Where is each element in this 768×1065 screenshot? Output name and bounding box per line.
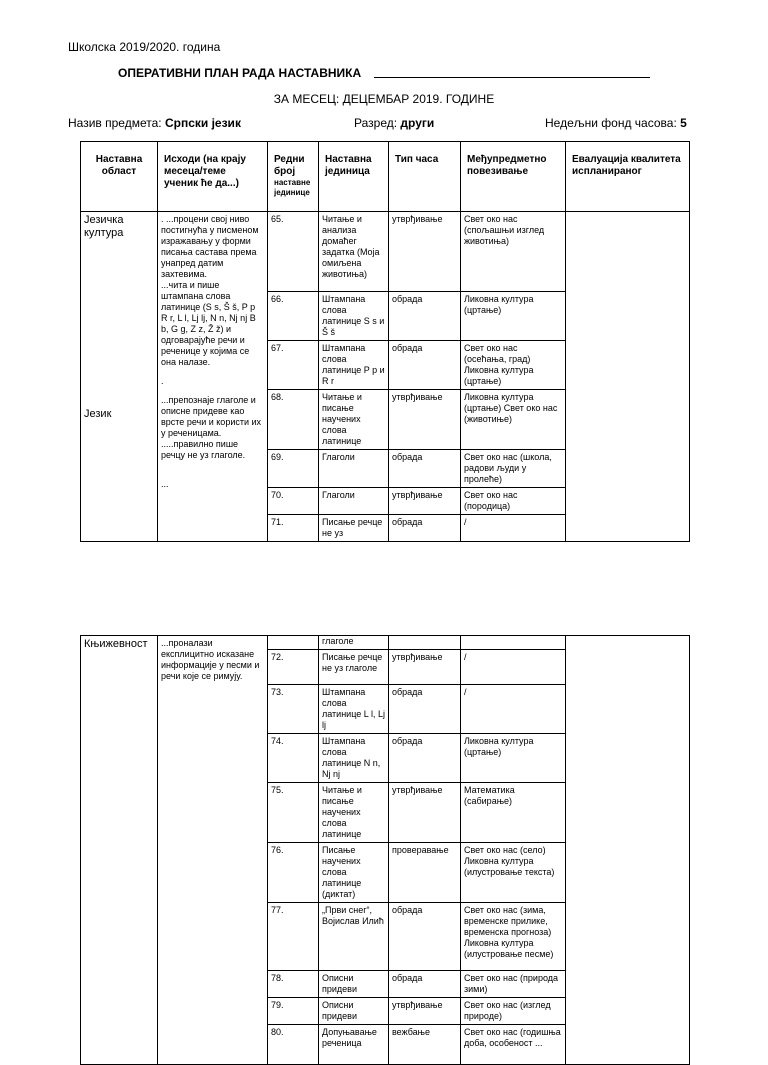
row-crosscurricular: Свет око нас (годишња доба, особеност ... <box>461 1025 566 1065</box>
row-crosscurricular: / <box>461 515 566 542</box>
row-unit: Штампана слова латинице P p и R r <box>319 341 389 390</box>
row-type: обрада <box>389 292 461 341</box>
col-evaluation: Евалуација квалитета испланираног <box>566 142 690 212</box>
row-unit: Читање и анализа домаћег задатка (Моја омиљена животиња) <box>319 212 389 292</box>
row-unit: Писање речце не уз глаголе <box>319 650 389 685</box>
row-unit: Описни придеви <box>319 971 389 998</box>
subject-value: Српски језик <box>164 116 241 130</box>
evaluation-cell <box>566 212 690 542</box>
row-number: 70. <box>268 488 319 515</box>
grade-value: други <box>400 116 435 130</box>
row-type: обрада <box>389 903 461 971</box>
outcomes-text-literature: ...проналази експлицитно исказане информације у песми и речи које се римују. <box>161 638 260 681</box>
row-number: 65. <box>268 212 319 292</box>
table-row <box>81 212 690 292</box>
row-number: 80. <box>268 1025 319 1065</box>
row-unit: Писање речце не уз <box>319 515 389 542</box>
fund-label: Недељни фонд часова: <box>545 116 677 130</box>
row-crosscurricular: Ликовна култура (цртање) <box>461 292 566 341</box>
col-type: Тип часа <box>389 142 461 212</box>
row-type: обрада <box>389 450 461 488</box>
row-unit: Читање и писање научених слова латинице <box>319 390 389 450</box>
weekly-fund-info <box>545 116 687 130</box>
row-crosscurricular: Свет око нас (природа зими) <box>461 971 566 998</box>
col-area: Наставна област <box>81 142 158 212</box>
row-unit: Штампана слова латинице S s и Š š <box>319 292 389 341</box>
area-cell <box>81 212 158 542</box>
row-type: проверавање <box>389 843 461 903</box>
col-outcomes: Исходи (на крају месеца/теме ученик ће да...) <box>158 142 268 212</box>
row-unit: глаголе <box>319 636 389 650</box>
row-unit: Читање и писање научених слова латинице <box>319 783 389 843</box>
row-number: 71. <box>268 515 319 542</box>
area-language: Језик <box>84 408 112 420</box>
row-unit: Глаголи <box>319 450 389 488</box>
col-number: Редни број наставне јединице <box>268 142 319 212</box>
row-number: 68. <box>268 390 319 450</box>
row-number: 74. <box>268 734 319 783</box>
row-number: 79. <box>268 998 319 1025</box>
plan-table-1 <box>80 141 690 542</box>
outcomes-dot: . <box>161 376 164 386</box>
row-number: 77. <box>268 903 319 971</box>
outcomes-text-2: ...препознаје глаголе и описне придеве као врсте речи и користи их у реченицама. .....правилно пише речцу не уз глаголе. <box>161 395 262 460</box>
row-number: 69. <box>268 450 319 488</box>
row-crosscurricular: Свет око нас (изглед природе) <box>461 998 566 1025</box>
col-unit: Наставна јединица <box>319 142 389 212</box>
area-language-culture: Језичка култура <box>84 214 124 239</box>
row-crosscurricular <box>461 636 566 650</box>
document-title: ОПЕРАТИВНИ ПЛАН РАДА НАСТАВНИКА <box>118 66 362 80</box>
row-type <box>389 636 461 650</box>
evaluation-cell <box>566 636 690 1065</box>
row-crosscurricular: Ликовна култура (цртање) <box>461 734 566 783</box>
row-number: 66. <box>268 292 319 341</box>
outcomes-cell <box>158 636 268 1065</box>
outcomes-text-1: . ...процени свој ниво постигнућа у писменом изражавању у форми писања састава према унапред датим захтевима. ...чита и пише штампана слова латинице (S s, Š š, P p R r, L l, Lj lj, N n, Nj nj B b, G g, Z z, Ž ž) и одговарајуће речи и реченице у којима се она налазе. <box>161 214 259 367</box>
row-type: утврђивање <box>389 998 461 1025</box>
row-unit: Писање научених слова латинице (диктат) <box>319 843 389 903</box>
row-type: утврђивање <box>389 650 461 685</box>
row-crosscurricular: Свет око нас (породица) <box>461 488 566 515</box>
row-type: утврђивање <box>389 390 461 450</box>
row-crosscurricular: Свет око нас (село) Ликовна култура (илустровање текста) <box>461 843 566 903</box>
row-number: 72. <box>268 650 319 685</box>
month-heading: ЗА МЕСЕЦ: ДЕЦЕМБАР 2019. ГОДИНЕ <box>273 92 495 106</box>
fund-value: 5 <box>680 116 687 130</box>
row-unit: Описни придеви <box>319 998 389 1025</box>
row-crosscurricular: Свет око нас (зима, временске прилике, временска прогноза) Ликовна култура (илустровање песме) <box>461 903 566 971</box>
row-unit: Допуњавање реченица <box>319 1025 389 1065</box>
row-type: утврђивање <box>389 783 461 843</box>
plan-table-2 <box>80 635 690 1065</box>
row-crosscurricular: Свет око нас (спољашњи изглед животиња) <box>461 212 566 292</box>
row-type: утврђивање <box>389 488 461 515</box>
teacher-name-line <box>374 77 650 78</box>
col-crosscurricular: Међупредметно повезивање <box>461 142 566 212</box>
row-type: обрада <box>389 685 461 734</box>
row-type: обрада <box>389 971 461 998</box>
row-crosscurricular: / <box>461 650 566 685</box>
row-number: 76. <box>268 843 319 903</box>
row-number <box>268 636 319 650</box>
row-crosscurricular: Ликовна култура (цртање) Свет око нас (животиње) <box>461 390 566 450</box>
row-crosscurricular: / <box>461 685 566 734</box>
row-crosscurricular: Свет око нас (школа, радови људи у пролеће) <box>461 450 566 488</box>
row-unit: Глаголи <box>319 488 389 515</box>
row-number: 78. <box>268 971 319 998</box>
row-type: обрада <box>389 734 461 783</box>
grade-label: Разред: <box>354 116 398 130</box>
row-type: вежбање <box>389 1025 461 1065</box>
row-type: утврђивање <box>389 212 461 292</box>
school-year: Школска 2019/2020. година <box>68 40 221 54</box>
row-number: 73. <box>268 685 319 734</box>
row-unit: Штампана слова латинице L l, Lj lj <box>319 685 389 734</box>
row-type: обрада <box>389 515 461 542</box>
grade-info <box>354 116 434 130</box>
outcomes-cell <box>158 212 268 542</box>
row-number: 67. <box>268 341 319 390</box>
subject-info <box>68 116 241 130</box>
row-crosscurricular: Математика (сабирање) <box>461 783 566 843</box>
row-number: 75. <box>268 783 319 843</box>
row-type: обрада <box>389 341 461 390</box>
row-unit: Штампана слова латинице N n, Nj nj <box>319 734 389 783</box>
table-row <box>81 636 690 650</box>
outcomes-ellipsis: ... <box>161 479 169 489</box>
row-unit: „Први снег“, Војислав Илић <box>319 903 389 971</box>
area-literature: Књижевност <box>81 636 158 1065</box>
subject-label: Назив предмета: <box>68 116 162 130</box>
table-header-row <box>81 142 690 212</box>
row-crosscurricular: Свет око нас (осећања, град) Ликовна култура (цртање) <box>461 341 566 390</box>
